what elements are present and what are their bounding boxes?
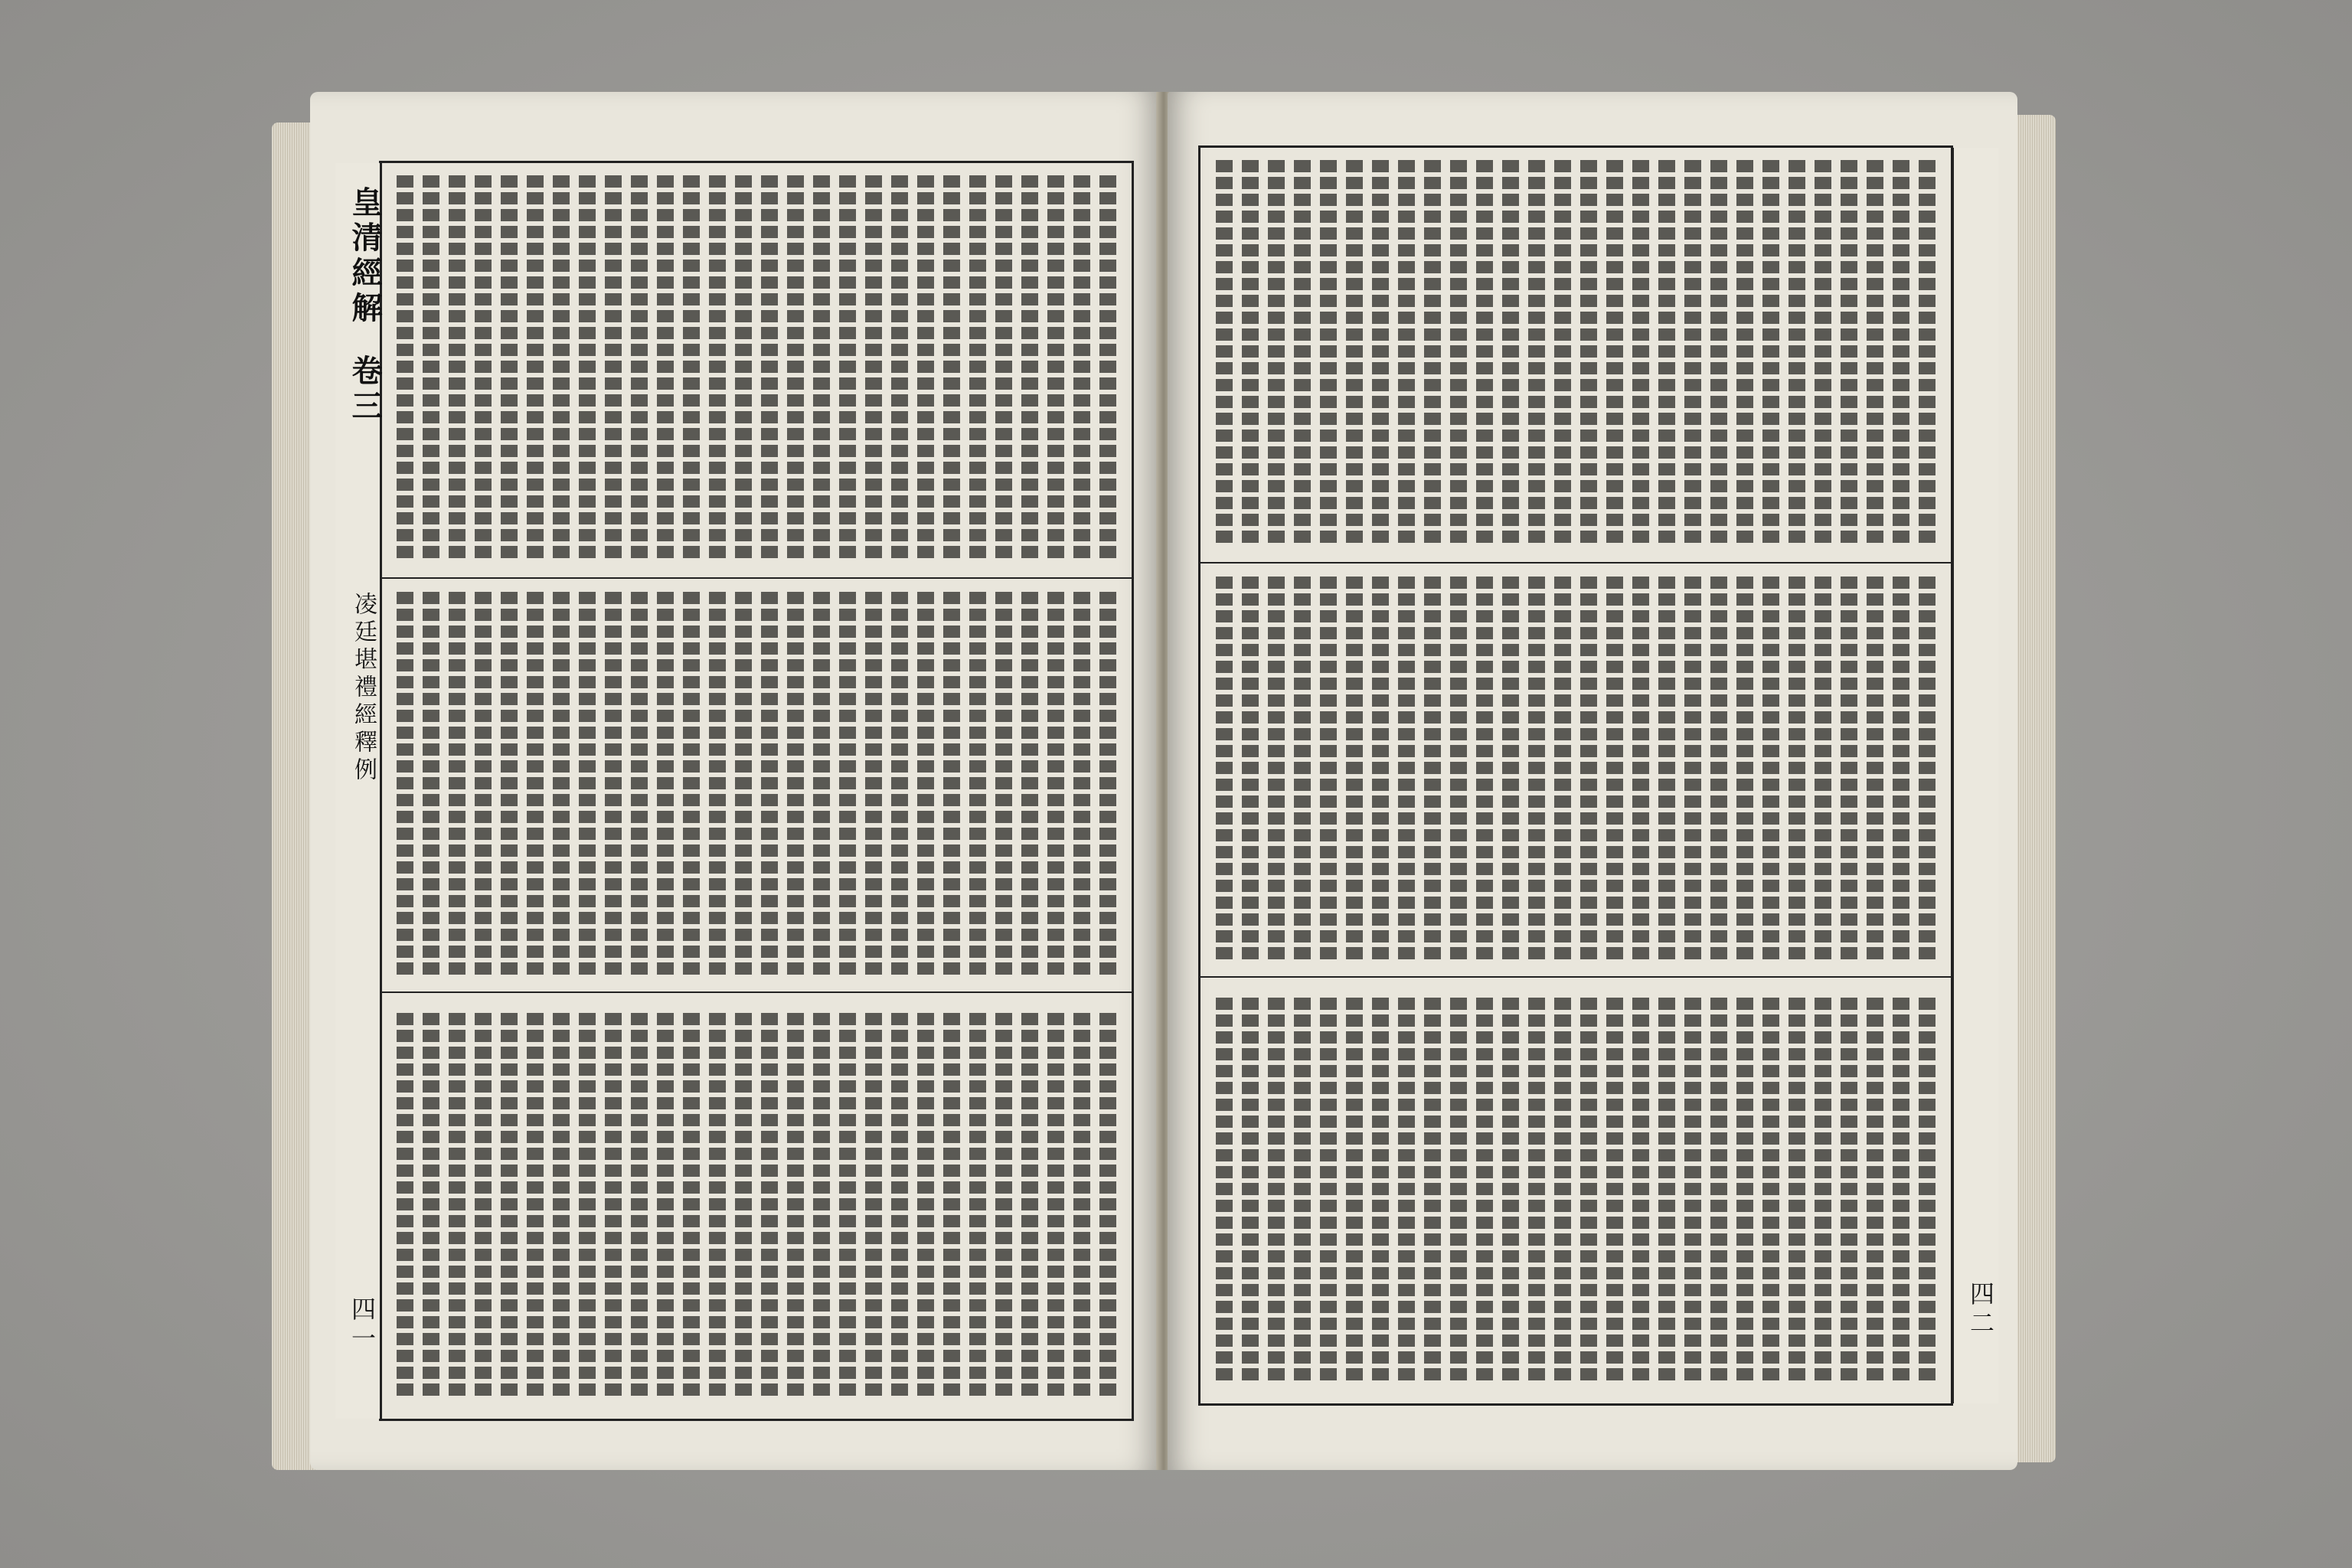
right-folio: 四二 bbox=[1966, 1281, 1995, 1339]
right-text-frame bbox=[1198, 145, 1995, 1406]
right-page bbox=[1168, 92, 2017, 1470]
register-rule-top-right bbox=[1200, 562, 1951, 564]
right-spine-strip bbox=[1952, 148, 1998, 1403]
text-columns-upper bbox=[397, 175, 1116, 558]
text-columns-lower bbox=[397, 1013, 1116, 1396]
register-rule-bottom bbox=[381, 991, 1132, 993]
text-columns-upper-right bbox=[1216, 160, 1936, 543]
open-book bbox=[272, 92, 2056, 1485]
text-columns-middle-right bbox=[1216, 577, 1936, 959]
left-spine-strip bbox=[335, 163, 382, 1419]
spine-title: 皇清經解 bbox=[347, 186, 383, 327]
left-folio: 四一 bbox=[348, 1296, 377, 1354]
section-label: 凌廷堪禮經釋例 bbox=[350, 592, 377, 785]
register-rule-bottom-right bbox=[1200, 976, 1951, 978]
left-page bbox=[310, 92, 1160, 1470]
spine-volume: 卷三 bbox=[347, 354, 383, 425]
text-columns-lower-right bbox=[1216, 998, 1936, 1380]
text-columns-middle bbox=[397, 592, 1116, 975]
register-rule-top bbox=[381, 577, 1132, 579]
left-text-frame bbox=[347, 161, 1134, 1421]
